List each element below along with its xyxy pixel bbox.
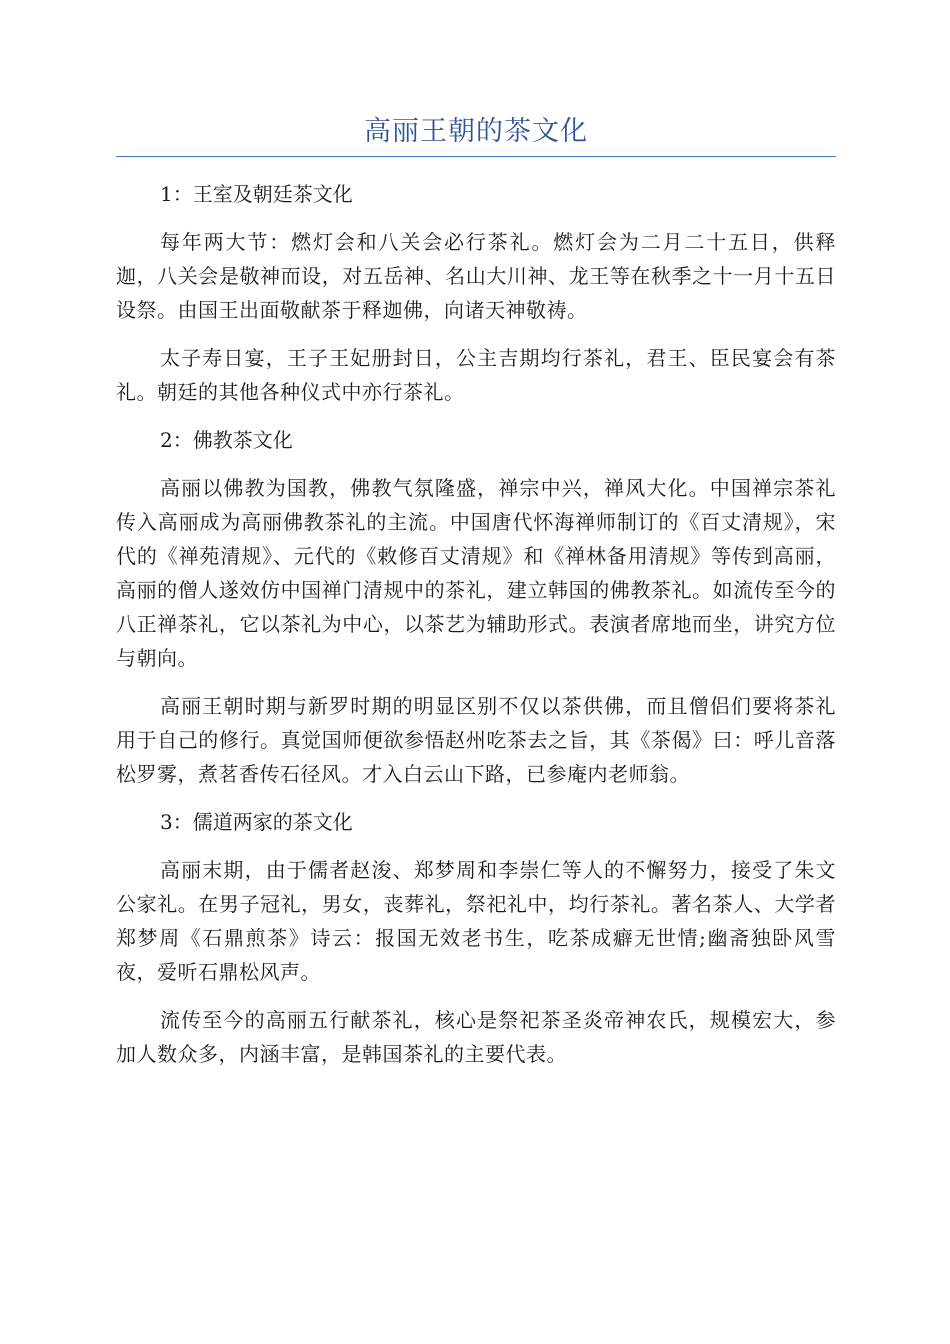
document-body bbox=[116, 177, 836, 1071]
section-heading-2: 2：佛教茶文化 bbox=[160, 428, 293, 452]
section-heading-3: 3：儒道两家的茶文化 bbox=[160, 810, 353, 834]
title-underline bbox=[116, 156, 836, 157]
document-title: 高丽王朝的茶文化 bbox=[364, 116, 588, 147]
paragraph-6: 流传至今的高丽五行献茶礼，核心是祭祀茶圣炎帝神农氏，规模宏大，参加人数众多，内涵丰富，是韩国茶礼的主要代表。 bbox=[116, 1008, 836, 1066]
paragraph-2: 太子寿日宴，王子王妃册封日，公主吉期均行茶礼，君王、臣民宴会有茶礼。朝廷的其他各种仪式中亦行茶礼。 bbox=[116, 346, 836, 404]
paragraph-3: 高丽以佛教为国教，佛教气氛隆盛，禅宗中兴，禅风大化。中国禅宗茶礼传入高丽成为高丽佛教茶礼的主流。中国唐代怀海禅师制订的《百丈清规》，宋代的《禅苑清规》、元代的《敕修百丈清规》和《禅林备用清规》等传到高丽，高丽的僧人遂效仿中国禅门清规中的茶礼，建立韩国的佛教茶礼。如流传至今的八正禅茶礼，它以茶礼为中心，以茶艺为辅助形式。表演者席地而坐，讲究方位与朝向。 bbox=[116, 476, 836, 670]
document-page bbox=[116, 0, 836, 1085]
section-heading-1: 1：王室及朝廷茶文化 bbox=[160, 182, 353, 206]
paragraph-5: 高丽末期，由于儒者赵浚、郑梦周和李崇仁等人的不懈努力，接受了朱文公家礼。在男子冠礼，男女，丧葬礼，祭祀礼中，均行茶礼。著名茶人、大学者郑梦周《石鼎煎茶》诗云：报国无效老书生，吃茶成癖无世情;幽斋独卧风雪夜，爱听石鼎松风声。 bbox=[116, 858, 836, 984]
paragraph-4: 高丽王朝时期与新罗时期的明显区别不仅以茶供佛，而且僧侣们要将茶礼用于自己的修行。真觉国师便欲参悟赵州吃茶去之旨，其《茶偈》曰：呼儿音落松罗雾，煮茗香传石径风。才入白云山下路，已参庵内老师翁。 bbox=[116, 694, 836, 786]
paragraph-1: 每年两大节：燃灯会和八关会必行茶礼。燃灯会为二月二十五日，供释迦，八关会是敬神而设，对五岳神、名山大川神、龙王等在秋季之十一月十五日设祭。由国王出面敬献茶于释迦佛，向诸天神敬祷。 bbox=[116, 230, 836, 322]
